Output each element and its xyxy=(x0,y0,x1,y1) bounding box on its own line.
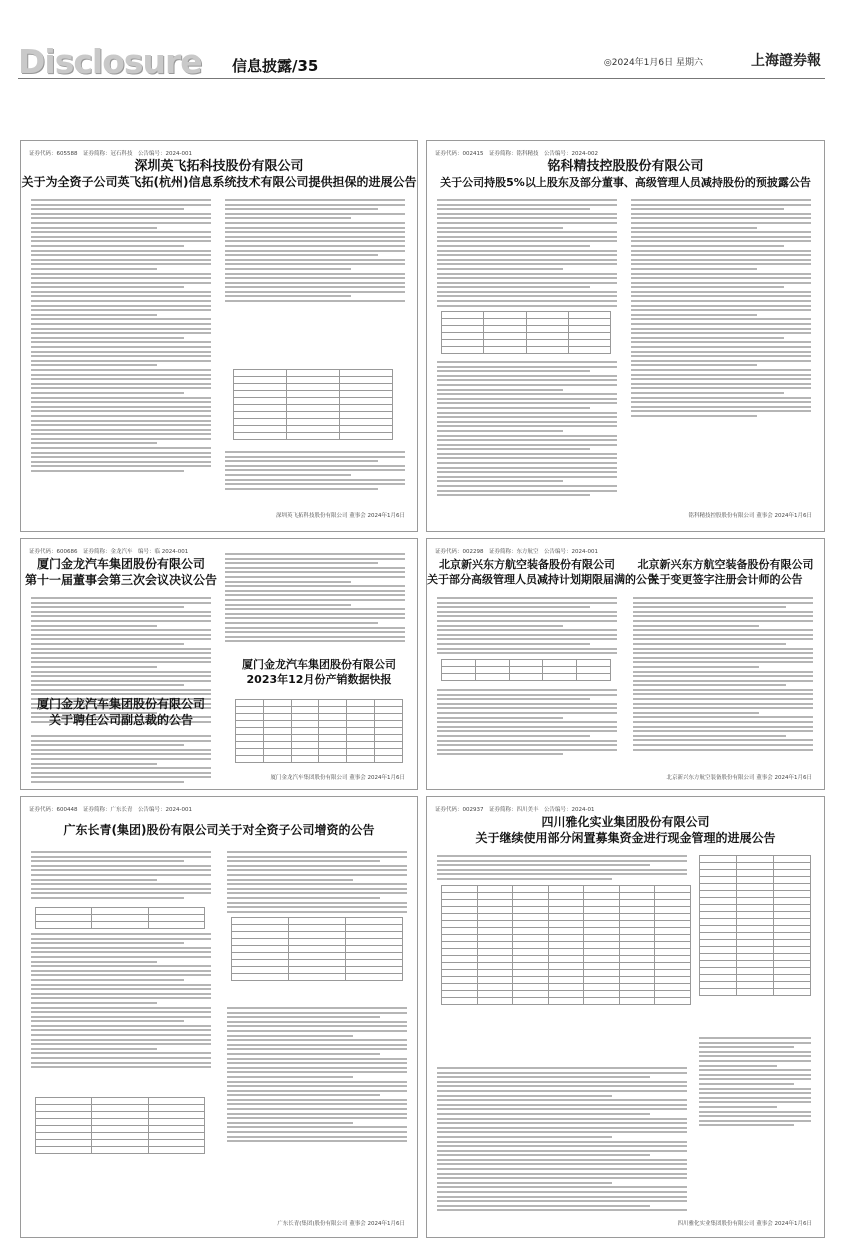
stock-code: 证券代码：605588 证券简称：冠石科技 公告编号：2024-001 xyxy=(29,151,192,157)
announcement-title: 关于公司持股5%以上股东及部分董事、高级管理人员减持股份的预披露公告 xyxy=(440,176,811,189)
company-name-3: 厦门金龙汽车集团股份有限公司 xyxy=(242,658,396,671)
announcement-title-2: 关于变更签字注册会计师的公告 xyxy=(648,573,803,586)
stock-code: 证券代码：002415 证券简称：铭科精技 公告编号：2024-002 xyxy=(435,151,598,157)
announcement-title: 广东长青(集团)股份有限公司关于对全资子公司增资的公告 xyxy=(63,823,375,837)
page-header xyxy=(0,0,843,80)
company-name: 深圳英飞拓科技股份有限公司 xyxy=(134,159,304,174)
text-column-right xyxy=(225,199,405,305)
company-name: 厦门金龙汽车集团股份有限公司 xyxy=(36,557,205,571)
investment-table-2 xyxy=(699,855,811,996)
announcement-title: 关于部分高级管理人员减持计划期限届满的公告 xyxy=(427,573,658,586)
company-name: 铭科精技控股股份有限公司 xyxy=(547,159,704,174)
newspaper-masthead: 上海證券報 xyxy=(751,53,821,69)
investment-table xyxy=(441,885,691,1005)
announcement-xinxing xyxy=(426,538,825,790)
announcement-title: 第十一届董事会第三次会议决议公告 xyxy=(24,573,217,587)
announcement-title-3: 2023年12月份产销数据快报 xyxy=(246,673,392,686)
reduction-table xyxy=(441,659,611,681)
text-column-left xyxy=(437,199,617,309)
stock-code: 证券代码：600686 证券简称：金龙汽车 编号：临 2024-001 xyxy=(29,549,189,555)
financials-table xyxy=(35,1097,205,1154)
issue-date: ◎2024年1月6日 星期六 xyxy=(603,58,703,68)
signature: 铭科精技控股股份有限公司 董事会 2024年1月6日 xyxy=(688,513,812,519)
text-column-right xyxy=(631,199,811,420)
announcement-yingfeituo xyxy=(20,140,418,532)
announcement-mingke xyxy=(426,140,825,532)
announcement-title-2: 关于聘任公司副总裁的公告 xyxy=(48,713,193,727)
announcement-changqing xyxy=(20,796,418,1238)
header-rule xyxy=(18,78,825,79)
company-name: 四川雅化实业集团股份有限公司 xyxy=(541,815,710,829)
disclosure-logo: Disclosure xyxy=(18,42,202,81)
signature: 四川雅化实业集团股份有限公司 董事会 2024年1月6日 xyxy=(677,1221,812,1227)
section-title: 信息披露/35 xyxy=(232,57,319,75)
stock-code: 证券代码：002937 证券简称：四川美丰 公告编号：2024-01 xyxy=(435,807,595,813)
company-name: 北京新兴东方航空装备股份有限公司 xyxy=(439,558,615,571)
stock-code: 证券代码：002298 证券简称：东方航空 公告编号：2024-001 xyxy=(435,549,598,555)
sales-table xyxy=(235,699,403,763)
financials-table-2 xyxy=(231,917,403,981)
announcement-yahua xyxy=(426,796,825,1238)
signature: 广东长青(集团)股份有限公司 董事会 2024年1月6日 xyxy=(277,1221,405,1227)
company-name-2: 厦门金龙汽车集团股份有限公司 xyxy=(36,697,205,711)
text-column-left xyxy=(31,199,211,475)
announcement-title: 关于为全资子公司英飞拓(杭州)信息系统技术有限公司提供担保的进展公告 xyxy=(21,175,417,189)
signature: 北京新兴东方航空装备股份有限公司 董事会 2024年1月6日 xyxy=(666,775,812,781)
announcement-jinlong xyxy=(20,538,418,790)
signature: 厦门金龙汽车集团股份有限公司 董事会 2024年1月6日 xyxy=(270,775,405,781)
shareholding-table xyxy=(441,311,611,354)
announcement-title: 关于继续使用部分闲置募集资金进行现金管理的进展公告 xyxy=(475,831,776,845)
company-name-2: 北京新兴东方航空装备股份有限公司 xyxy=(637,558,814,571)
signature: 深圳英飞拓科技股份有限公司 董事会 2024年1月6日 xyxy=(276,513,405,519)
financial-table xyxy=(233,369,393,440)
stock-code: 证券代码：600448 证券简称：广东长青 公告编号：2024-001 xyxy=(29,807,192,813)
capital-table xyxy=(35,907,205,929)
